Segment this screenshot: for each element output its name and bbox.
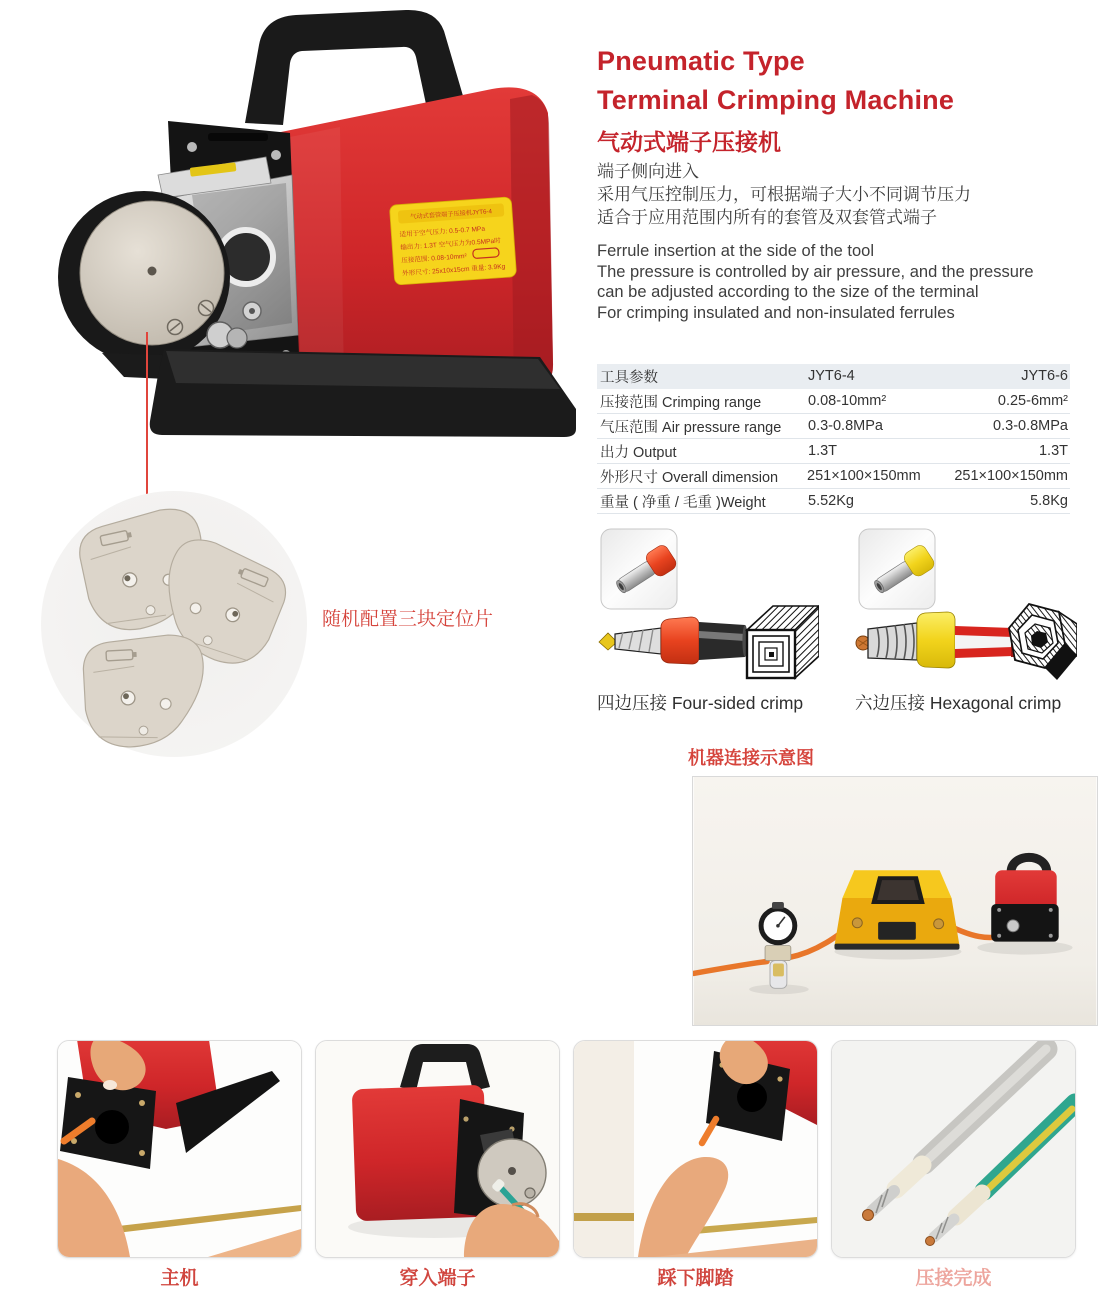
machine-photo-illustration — [40, 5, 580, 445]
hex-tube — [1009, 604, 1077, 680]
spec-param: 外形尺寸 Overall dimension — [600, 469, 779, 486]
machine-base — [102, 353, 167, 379]
callout-line — [146, 332, 148, 498]
spec-value: 1.3T — [808, 443, 838, 459]
step-caption-1: 主机 — [160, 1268, 199, 1289]
spec-table — [597, 364, 1070, 514]
spec-value: 0.08-10mm² — [808, 393, 887, 409]
spec-table-header-row — [597, 364, 1070, 389]
table-row — [597, 389, 1070, 414]
page-title-line1: Pneumatic Type — [597, 46, 805, 76]
intro-en-line: can be adjusted according to the size of the terminal — [597, 283, 979, 301]
spec-header-param: 工具参数 — [600, 369, 658, 386]
positioning-plates-photo — [40, 488, 310, 760]
spec-header-jyt6-4: JYT6-4 — [808, 368, 855, 384]
spec-value: 0.25-6mm² — [997, 393, 1068, 409]
svg-text:气动式套管端子压接机JYT6-4: 气动式套管端子压接机JYT6-4 — [410, 208, 493, 221]
spec-value: 5.8Kg — [1030, 493, 1068, 509]
svg-text:适用于空气压力: 0.5-0.7 MPa: 适用于空气压力: 0.5-0.7 MPa — [399, 225, 486, 239]
table-row — [597, 464, 1070, 489]
spec-value: 251×100×150mm — [807, 468, 921, 484]
intro-zh-line: 采用气压控制压力，可根据端子大小不同调节压力 — [597, 185, 971, 204]
spec-param: 压接范围 Crimping range — [600, 394, 762, 411]
machine-spec-label — [389, 197, 516, 285]
four-sided-crimp-illustration — [595, 598, 819, 690]
spec-value: 5.52Kg — [808, 493, 854, 509]
spec-header-jyt6-6: JYT6-6 — [1021, 368, 1068, 384]
intro-en-line: The pressure is controlled by air pressure, and the pressure — [597, 262, 1034, 281]
step-photo-main-machine — [57, 1040, 302, 1258]
spec-value: 0.3-0.8MPa — [808, 418, 883, 434]
step-caption-3: 踩下脚踏 — [657, 1268, 734, 1289]
square-tube — [747, 606, 819, 678]
step-caption-2: 穿入端子 — [399, 1268, 476, 1289]
table-row — [597, 489, 1070, 514]
step-photo-press-pedal — [573, 1040, 818, 1258]
foot-pedal — [834, 870, 959, 949]
four-sided-crimp-label: 四边压接 Four-sided crimp — [597, 693, 804, 713]
svg-text:外形尺寸: 25x10x15cm 重量: 3.9Kg: 外形尺寸: 25x10x15cm 重量: 3.9Kg — [401, 263, 506, 278]
spec-param: 气压范围 Air pressure range — [600, 419, 782, 436]
page-title-line2: Terminal Crimping Machine — [597, 85, 955, 115]
intro-zh — [597, 160, 971, 229]
intro-zh-line: 端子侧向进入 — [597, 162, 699, 181]
spec-value: 0.3-0.8MPa — [993, 418, 1068, 434]
table-row — [597, 439, 1070, 464]
spec-value: 1.3T — [1038, 443, 1068, 459]
svg-text:压接范围: 0.08-10mm²: 压接范围: 0.08-10mm² — [401, 253, 467, 265]
hexagonal-crimp-illustration — [853, 598, 1077, 690]
hexagonal-crimp-label: 六边压接 Hexagonal crimp — [855, 693, 1062, 713]
connection-callout-label: 机器连接示意图 — [688, 748, 814, 768]
spec-param: 出力 Output — [600, 444, 677, 461]
spec-param: 重量 ( 净重 / 毛重 )Weight — [600, 494, 766, 511]
intro-en-line: Ferrule insertion at the side of the tool — [597, 242, 874, 260]
spec-value: 251×100×150mm — [954, 468, 1068, 484]
intro-en — [597, 241, 1034, 323]
intro-en-line: For crimping insulated and non-insulated ferrules — [597, 303, 955, 322]
intro-zh-line: 适合于应用范围内所有的套管及双套管式端子 — [597, 208, 937, 227]
step-caption-4: 压接完成 — [915, 1268, 992, 1289]
connection-photo — [692, 776, 1098, 1026]
svg-text:输出力: 1.3T 空气压力为0.5MPa时: 输出力: 1.3T 空气压力为0.5MPa时 — [400, 237, 502, 252]
step-photo-crimp-finished — [831, 1040, 1076, 1258]
step-photo-insert-terminal — [315, 1040, 560, 1258]
plates-callout-label: 随机配置三块定位片 — [322, 609, 494, 630]
table-row — [597, 414, 1070, 439]
page-title-zh: 气动式端子压接机 — [597, 129, 781, 155]
